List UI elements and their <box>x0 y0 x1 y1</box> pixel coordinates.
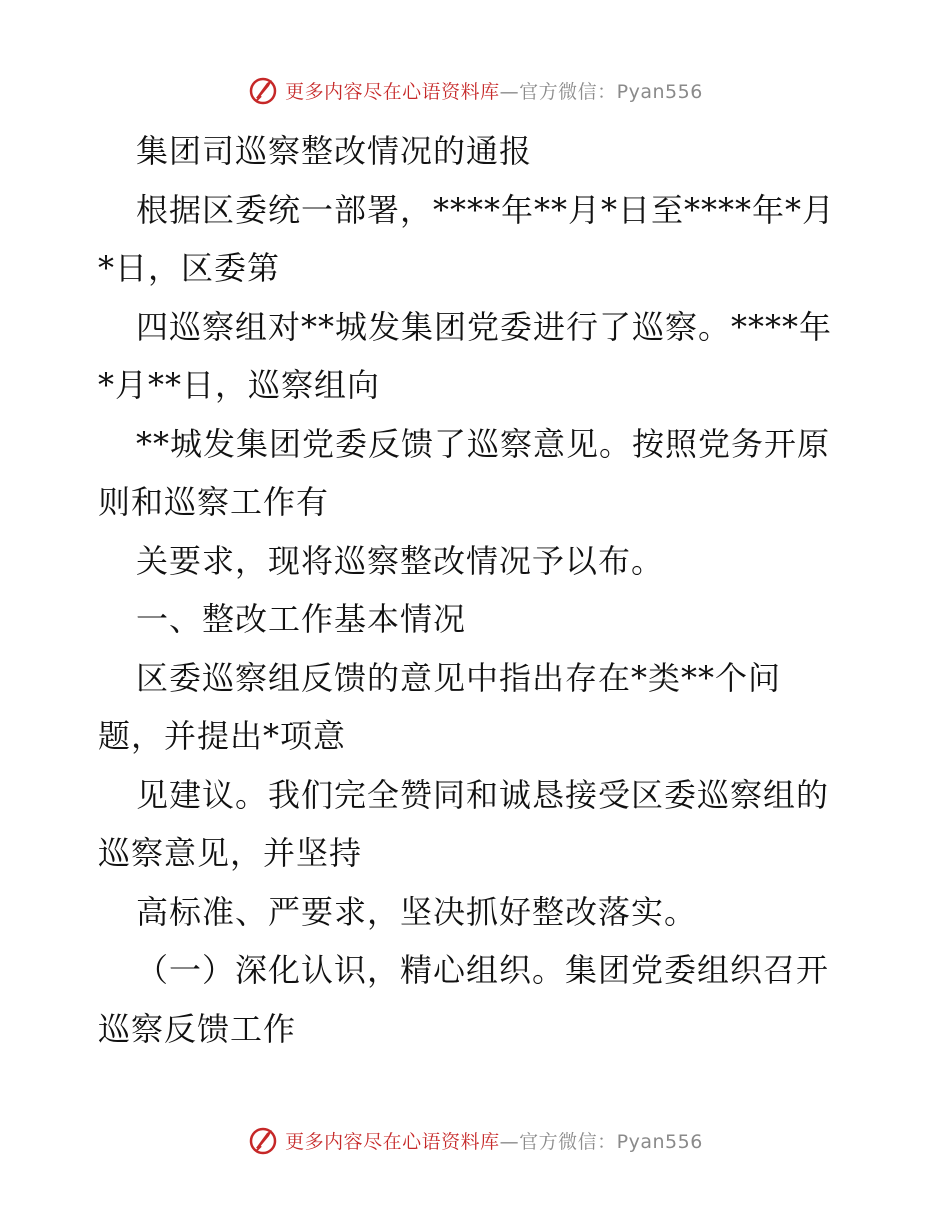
paragraph-line: 巡察反馈工作 <box>98 1009 297 1048</box>
paragraph-line: 巡察意见，并坚持 <box>98 834 363 872</box>
paragraph-line: 根据区委统一部署，****年**月*日至****年*月 <box>136 190 836 229</box>
banner-main-text: 更多内容尽在心语资料库 <box>285 1130 500 1153</box>
paragraph-line: 题，并提出*项意 <box>98 717 347 755</box>
paragraph-line: 四巡察组对**城发集团党委进行了巡察。****年 <box>136 307 833 346</box>
paragraph-line: 高标准、严要求，坚决抓好整改落实。 <box>136 892 698 931</box>
paragraph-line: 则和巡察工作有 <box>98 483 330 521</box>
paragraph-line: **城发集团党委反馈了巡察意见。按照党务开原 <box>136 424 831 463</box>
subsection-heading-line: （一）深化认识，精心组织。集团党委组织召开 <box>136 951 830 989</box>
document-title: 集团司巡察整改情况的通报 <box>136 132 533 170</box>
banner-contact-text: 官方微信：Pyan556 <box>519 80 703 103</box>
banner-text <box>285 1127 703 1154</box>
banner-dash: — <box>499 1130 520 1153</box>
paragraph-line: 见建议。我们完全赞同和诚恳接受区委巡察组的 <box>136 775 830 814</box>
quill-pen-icon <box>247 74 279 106</box>
paragraph-line: 关要求，现将巡察整改情况予以布。 <box>136 541 665 580</box>
header-banner <box>0 70 950 110</box>
banner-text <box>285 77 703 104</box>
banner-main-text: 更多内容尽在心语资料库 <box>285 80 500 103</box>
footer-banner <box>0 1120 950 1160</box>
quill-pen-icon <box>247 1124 279 1156</box>
paragraph-line: *月**日，巡察组向 <box>98 366 381 404</box>
document-body <box>98 122 858 1058</box>
paragraph-line: 区委巡察组反馈的意见中指出存在*类**个问 <box>136 658 782 697</box>
banner-dash: — <box>499 80 520 103</box>
banner-contact-text: 官方微信：Pyan556 <box>519 1130 703 1153</box>
section-heading: 一、整改工作基本情况 <box>136 600 467 638</box>
paragraph-line: *日，区委第 <box>98 249 281 287</box>
